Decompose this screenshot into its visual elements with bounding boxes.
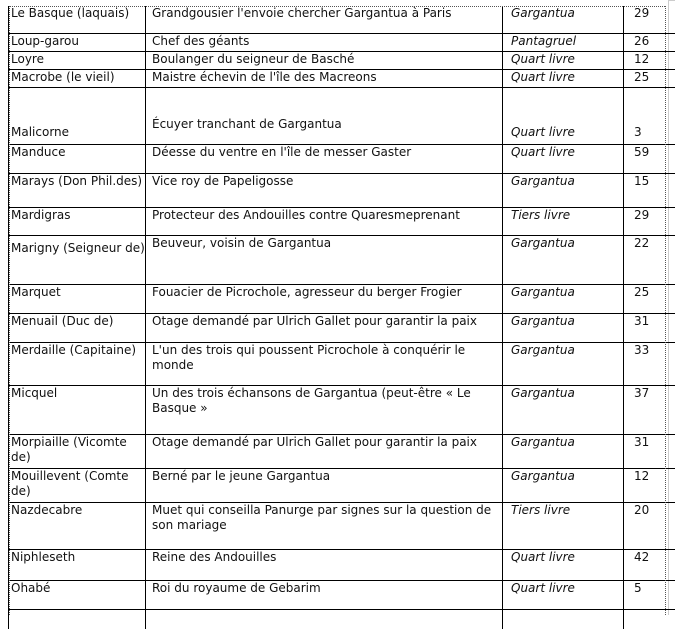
character-name: Micquel: [9, 385, 146, 434]
table-row: [9, 69, 675, 87]
table-row: [9, 87, 675, 144]
chapter-number: 12: [624, 51, 675, 69]
chapter-number: 29: [624, 6, 675, 33]
character-description: Otage demandé par Ulrich Gallet pour garantir la paix: [146, 434, 503, 468]
chapter-number: 20: [624, 502, 675, 549]
book-title: Gargantua: [503, 342, 624, 385]
character-description: Berné par le jeune Gargantua: [146, 468, 503, 502]
character-name: Niphleseth: [9, 549, 146, 580]
chapter-number: [624, 609, 675, 629]
chapter-number: 22: [624, 235, 675, 284]
character-description: Otage demandé par Ulrich Gallet pour garantir la paix: [146, 313, 503, 342]
book-title: Quart livre: [503, 51, 624, 69]
chapter-number: 29: [624, 207, 675, 235]
character-name: [9, 609, 146, 629]
book-title: Gargantua: [503, 313, 624, 342]
book-title: Tiers livre: [503, 502, 624, 549]
chapter-number: 31: [624, 434, 675, 468]
character-name: Mouillevent (Comte de): [9, 468, 146, 502]
table-row: [9, 385, 675, 434]
table-row: [9, 144, 675, 173]
book-title: Pantagruel: [503, 33, 624, 51]
character-name: Malicorne: [9, 87, 146, 144]
character-name: Marquet: [9, 284, 146, 313]
chapter-number: 31: [624, 313, 675, 342]
text-boundary-top: [9, 6, 665, 7]
character-description: Fouacier de Picrochole, agresseur du berger Frogier: [146, 284, 503, 313]
character-description: [146, 609, 503, 629]
character-description: Roi du royaume de Gebarim: [146, 580, 503, 609]
table-row: [9, 33, 675, 51]
book-title: Gargantua: [503, 385, 624, 434]
book-title: Tiers livre: [503, 207, 624, 235]
chapter-number: 59: [624, 144, 675, 173]
character-description: Protecteur des Andouilles contre Quaresmeprenant: [146, 207, 503, 235]
character-name: Merdaille (Capitaine): [9, 342, 146, 385]
book-title: Gargantua: [503, 173, 624, 207]
book-title: Gargantua: [503, 468, 624, 502]
table-row: [9, 313, 675, 342]
character-name: Loyre: [9, 51, 146, 69]
chapter-number: 26: [624, 33, 675, 51]
table-row: [9, 51, 675, 69]
character-description: Un des trois échansons de Gargantua (peut-être « Le Basque »: [146, 385, 503, 434]
characters-table: [8, 6, 675, 629]
character-name: Manduce: [9, 144, 146, 173]
character-description: Écuyer tranchant de Gargantua: [146, 87, 503, 144]
book-title: Gargantua: [503, 6, 624, 33]
character-description: Vice roy de Papeligosse: [146, 173, 503, 207]
character-description: Reine des Andouilles: [146, 549, 503, 580]
character-description: Beuveur, voisin de Gargantua: [146, 235, 503, 284]
table-row: [9, 284, 675, 313]
character-description: Chef des géants: [146, 33, 503, 51]
table-row: [9, 468, 675, 502]
table-row: [9, 235, 675, 284]
book-title: Gargantua: [503, 284, 624, 313]
table-row: [9, 502, 675, 549]
character-name: Marays (Don Phil.des): [9, 173, 146, 207]
character-description: Maistre échevin de l'île des Macreons: [146, 69, 503, 87]
table-row: [9, 173, 675, 207]
text-boundary-right: [665, 6, 666, 615]
chapter-number: 42: [624, 549, 675, 580]
character-description: Boulanger du seigneur de Basché: [146, 51, 503, 69]
character-description: Muet qui conseilla Panurge par signes sur la question de son mariage: [146, 502, 503, 549]
chapter-number: 5: [624, 580, 675, 609]
chapter-number: 15: [624, 173, 675, 207]
character-name: Marigny (Seigneur de): [9, 235, 146, 284]
character-description: L'un des trois qui poussent Picrochole à conquérir le monde: [146, 342, 503, 385]
character-name: Macrobe (le vieil): [9, 69, 146, 87]
table-row-partial: [9, 609, 675, 629]
character-name: Nazdecabre: [9, 502, 146, 549]
character-name: Loup-garou: [9, 33, 146, 51]
book-title: Quart livre: [503, 580, 624, 609]
table-row: [9, 207, 675, 235]
text-boundary-left: [9, 6, 10, 615]
character-name: Le Basque (laquais): [9, 6, 146, 33]
character-name: Menuail (Duc de): [9, 313, 146, 342]
character-description: Grandgousier l'envoie chercher Gargantua à Paris: [146, 6, 503, 33]
table-row: [9, 342, 675, 385]
book-title: Quart livre: [503, 69, 624, 87]
table-row: [9, 6, 675, 33]
chapter-number: 25: [624, 69, 675, 87]
table-row: [9, 580, 675, 609]
character-description: Déesse du ventre en l'île de messer Gaster: [146, 144, 503, 173]
character-name: Morpiaille (Vicomte de): [9, 434, 146, 468]
chapter-number: 33: [624, 342, 675, 385]
book-title: [503, 609, 624, 629]
character-name: Mardigras: [9, 207, 146, 235]
page-edge-top: [668, 0, 675, 1]
character-name: Ohabé: [9, 580, 146, 609]
book-title: Quart livre: [503, 549, 624, 580]
chapter-number: 3: [624, 87, 675, 144]
chapter-number: 37: [624, 385, 675, 434]
table-row: [9, 434, 675, 468]
table-row: [9, 549, 675, 580]
chapter-number: 12: [624, 468, 675, 502]
book-title: Quart livre: [503, 144, 624, 173]
chapter-number: 25: [624, 284, 675, 313]
book-title: Gargantua: [503, 235, 624, 284]
book-title: Quart livre: [503, 87, 624, 144]
book-title: Gargantua: [503, 434, 624, 468]
